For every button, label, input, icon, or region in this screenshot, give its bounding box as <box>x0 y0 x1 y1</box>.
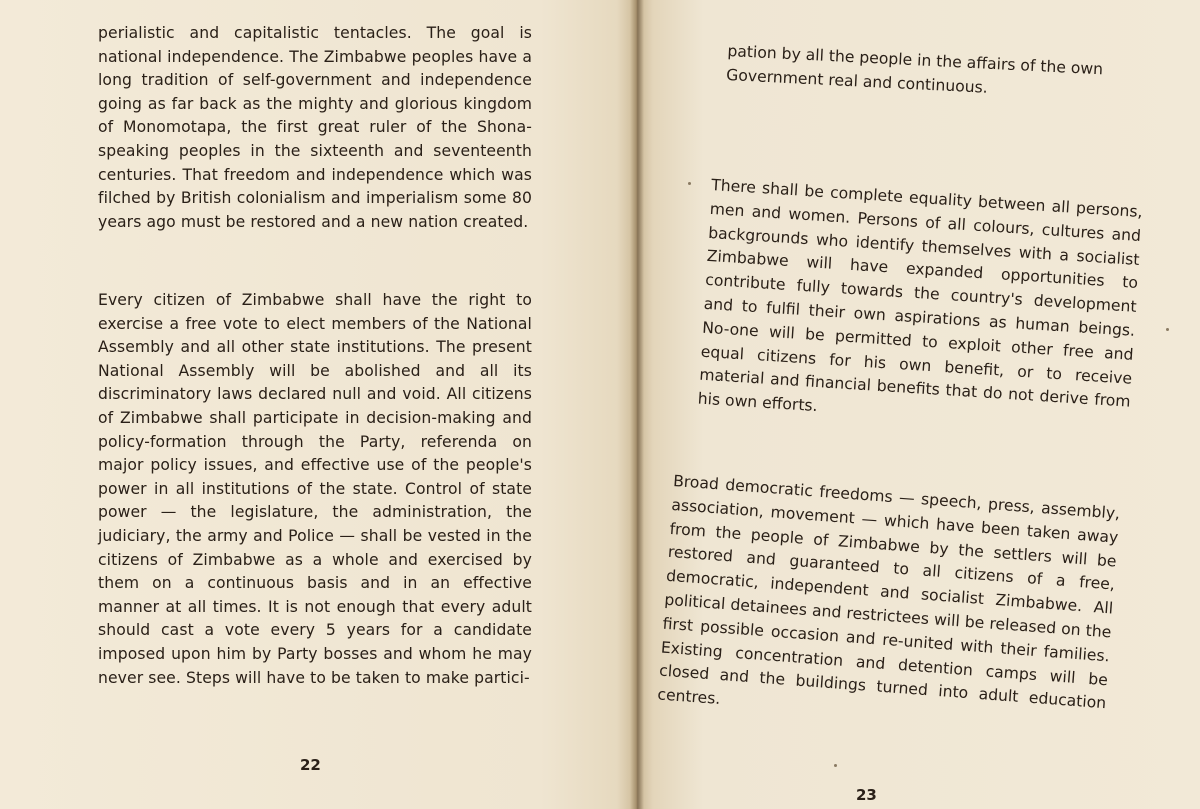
right-paragraph-3-block <box>657 470 1121 740</box>
right-paragraph-2: There shall be complete equality between all persons, men and women. Persons of all colours, cultures and backgrounds who identify themselves with a socialist Zimbabwe will have expanded opportunities to contribute fully towards the country's development and to fulfil their own aspirations as human beings. No-one will be permitted to exploit other free and equal citizens for his own benefit, or to receive material and financial benefits that do not derive from his own efforts. <box>697 175 1144 416</box>
right-paragraph-3: Broad democratic freedoms — speech, press, assembly, association, movement — which have been taken away from the people of Zimbabwe by the settlers will be restored and guaranteed to all citizens of a free, democratic, independent and socialist Zimbabwe. All political detainees and restrictees will be released on the first possible occasion and re-united with their families. Existing concentration and detention camps will be closed and the buildings turned into adult education centres. <box>656 471 1121 713</box>
left-paragraph-1: perialistic and capitalistic tentacles. The goal is national independence. The Zimbabwe peoples have a long tradition of self-government and independence going as far back as the mighty and glorious kingdom of Monomotapa, the first great ruler of the Shona-speaking peoples in the sixteenth and seventeenth centuries. That freedom and independence which was filched by British colonialism and imperialism some 80 years ago must be restored and a new nation created. <box>98 24 532 231</box>
right-paragraph-1: pation by all the people in the affairs of the own Government real and continuous. <box>725 41 1104 97</box>
paper-speck <box>688 182 691 185</box>
page-number-left: 22 <box>300 756 321 774</box>
left-paragraph-2: Every citizen of Zimbabwe shall have the right to exercise a free vote to elect members of the National Assembly and all other state institutions. The present National Assembly will be abolished and all its discriminatory laws declared null and void. All citizens of Zimbabwe shall participate in decision-making and policy-formation through the Party, referenda on major policy issues, and effective use of the people's power in all institutions of the state. Control of state power — the legislature, the administration, the judiciary, the army and Police — shall be vested in the citizens of Zimbabwe as a whole and exercised by them on a continuous basis and in an effective manner at all times. It is not enough that every adult should cast a vote every 5 years for a candidate imposed upon him by Party bosses and whom he may never see. Steps will have to be taken to make partici- <box>98 291 532 687</box>
paper-speck <box>834 764 837 767</box>
right-paragraph-2-block <box>697 174 1143 439</box>
book-gutter <box>630 0 644 809</box>
page-number-right: 23 <box>856 786 877 804</box>
paper-speck <box>1166 328 1169 331</box>
